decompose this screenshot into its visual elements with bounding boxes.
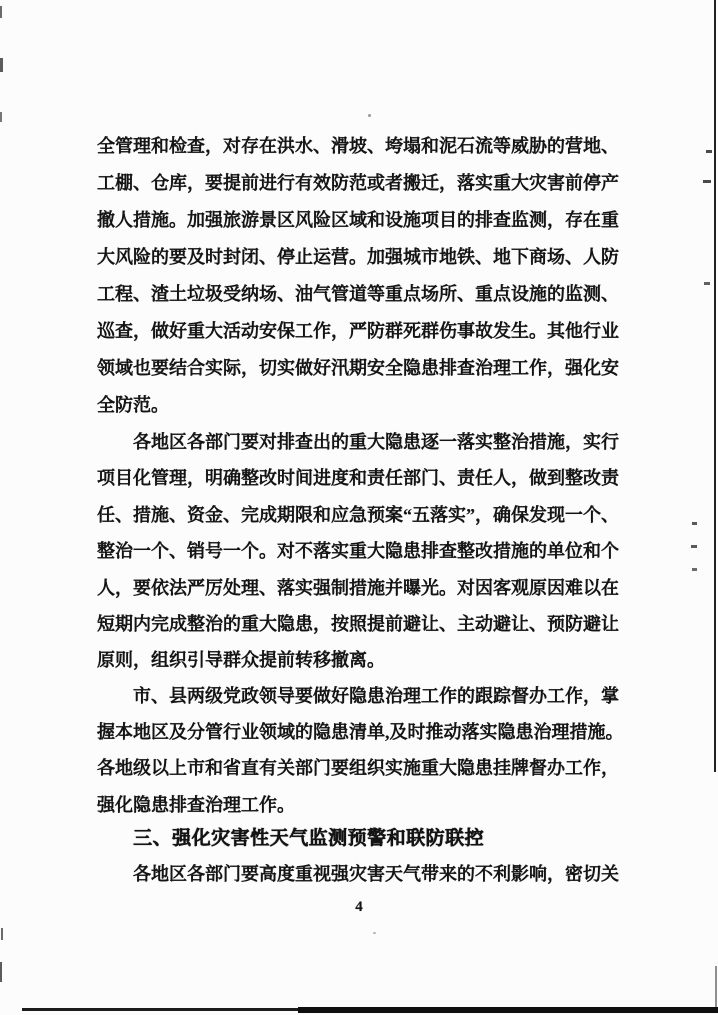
text-line: 项目化管理，明确整改时间进度和责任部门、责任人，做到整改责	[97, 468, 619, 489]
text-line: 各地区各部门要对排查出的重大隐患逐一落实整治措施，实行	[133, 432, 619, 452]
scan-edge-right-line-2	[715, 966, 717, 1008]
text-line: 整治一个、销号一个。对不落实重大隐患排查整改措施的单位和个	[97, 541, 619, 562]
text-line: 工程、渣土垃圾受纳场、油气管道等重点场所、重点设施的监测、	[97, 284, 619, 304]
scan-speck	[0, 6, 2, 18]
scan-speck	[704, 282, 710, 285]
paragraph-2	[97, 424, 623, 679]
scan-speck	[706, 150, 712, 153]
text-line: 大风险的要及时封闭、停止运营。加强城市地铁、地下商场、人防	[97, 247, 619, 267]
text-line: 巡查，做好重大活动安保工作，严防群死群伤事故发生。其他行业	[97, 321, 619, 341]
text-line: 人，要依法严厉处理、落实强制措施并曝光。对因客观原因难以在	[97, 577, 619, 598]
scan-edge-right-line	[714, 0, 716, 772]
text-line: 任、措施、资金、完成期限和应急预案“五落实”，确保发现一个、	[97, 504, 619, 525]
paragraph-4	[97, 855, 623, 893]
scan-speck	[0, 112, 2, 122]
scan-speck	[0, 962, 2, 982]
scan-edge-bottom-line-thick	[298, 1007, 718, 1013]
text-line: 全管理和检查，对存在洪水、滑坡、垮塌和泥石流等威胁的营地、	[97, 136, 619, 156]
text-line: 撤人措施。加强旅游景区风险区域和设施项目的排查监测，存在重	[97, 210, 619, 230]
scan-speck	[692, 522, 697, 525]
text-line: 各地级以上市和省直有关部门要组织实施重大隐患挂牌督办工作，	[97, 758, 619, 779]
paragraph-3	[97, 678, 623, 823]
scan-speck	[373, 932, 376, 934]
text-line: 短期内完成整治的重大隐患，按照提前避让、主动避让、预防避让	[97, 614, 619, 635]
section-heading: 三、强化灾害性天气监测预警和联防联控	[133, 828, 485, 849]
text-line: 领域也要结合实际，切实做好汛期安全隐患排查治理工作，强化安	[97, 358, 619, 378]
scan-edge-bottom-line	[22, 1008, 718, 1011]
text-line: 工棚、仓库，要提前进行有效防范或者搬迁，落实重大灾害前停产	[97, 173, 619, 193]
scan-speck	[692, 568, 697, 571]
text-line: 强化隐患排查治理工作。	[97, 794, 295, 815]
paragraph-1	[97, 128, 623, 424]
page-number: 4	[355, 899, 363, 915]
text-line: 全防范。	[97, 395, 169, 415]
scan-speck	[368, 114, 371, 117]
text-line: 握本地区及分管行业领域的隐患清单,及时推动落实隐患治理措施。	[97, 722, 624, 743]
text-line: 各地区各部门要高度重视强灾害天气带来的不利影响，密切关	[133, 864, 619, 884]
text-line: 市、县两级党政领导要做好隐患治理工作的跟踪督办工作，掌	[133, 686, 619, 706]
scan-speck	[703, 180, 711, 183]
scan-speck	[0, 58, 3, 72]
scan-speck	[691, 545, 697, 548]
text-line: 原则，组织引导群众提前转移撤离。	[97, 650, 385, 671]
scan-speck	[1, 928, 3, 940]
